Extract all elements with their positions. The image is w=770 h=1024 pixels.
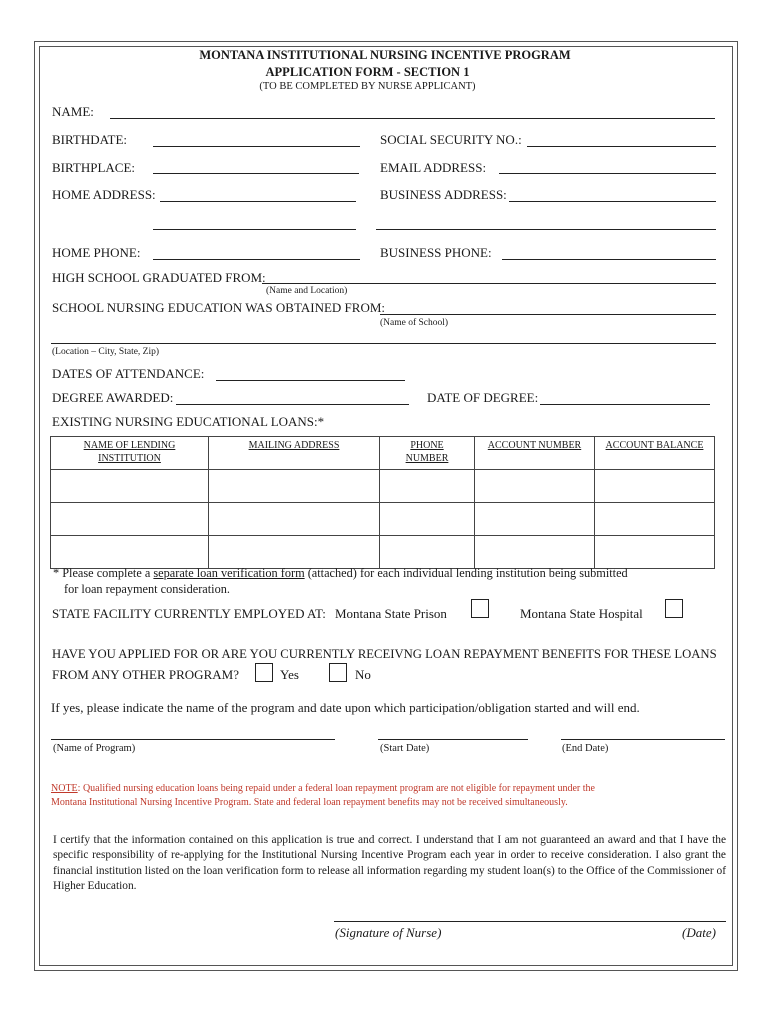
name-field[interactable]	[110, 118, 715, 119]
loans-table-header	[51, 437, 715, 470]
loan-note: * Please complete a separate loan verification form (attached) for each individual lending institution being submitted	[53, 566, 628, 580]
birthdate-label: BIRTHDATE:	[52, 132, 128, 147]
table-cell[interactable]	[475, 536, 595, 569]
if-yes-instruction: If yes, please indicate the name of the program and date upon which participation/obligation started and will end.	[51, 700, 640, 715]
form-title: MONTANA INSTITUTIONAL NURSING INCENTIVE PROGRAM	[199, 48, 571, 62]
date-of-degree-field[interactable]	[540, 404, 710, 405]
certification-text: I certify that the information contained on this application is true and correct. I understand that I am not guaranteed an award and that I have the specific responsibility of re-applying for the Institutional Nursing Incentive Program each year in order to receive consideration. I also grant the financial institution listed on the loan verification form to release all information regarding my student loan(s) to the Office of the Commissioner of Higher Education.	[53, 834, 726, 892]
facility-label: STATE FACILITY CURRENTLY EMPLOYED AT:	[52, 606, 326, 621]
business-address-label: BUSINESS ADDRESS:	[380, 187, 507, 202]
signature-field[interactable]	[334, 921, 726, 922]
table-row	[51, 470, 715, 503]
dates-attendance-label: DATES OF ATTENDANCE:	[52, 366, 205, 381]
table-cell[interactable]	[380, 470, 475, 503]
loan-note-continued: for loan repayment consideration.	[64, 582, 230, 596]
table-cell[interactable]	[209, 536, 380, 569]
home-address-label: HOME ADDRESS:	[52, 187, 156, 202]
degree-awarded-field[interactable]	[176, 404, 409, 405]
table-cell[interactable]	[380, 503, 475, 536]
table-cell[interactable]	[595, 503, 715, 536]
birthplace-label: BIRTHPLACE:	[52, 160, 136, 175]
hospital-checkbox[interactable]	[665, 599, 683, 618]
col-lending-institution: NAME OF LENDING INSTITUTION	[51, 437, 209, 470]
yes-label: Yes	[280, 667, 299, 682]
business-address-field-2[interactable]	[376, 229, 716, 230]
location-hint: (Location – City, State, Zip)	[52, 347, 160, 357]
table-cell[interactable]	[51, 503, 209, 536]
program-name-hint: (Name of Program)	[53, 743, 136, 754]
federal-loan-note: NOTE: Qualified nursing education loans being repaid under a federal loan repayment program are not eligible for repayment under the Montana Institutional Nursing Incentive Program. State and federal loan repayment benefits may not be received simultaneously.	[51, 783, 595, 808]
date-label: (Date)	[682, 925, 716, 940]
date-of-degree-label: DATE OF DEGREE:	[427, 390, 539, 405]
table-row	[51, 536, 715, 569]
no-label: No	[355, 667, 371, 682]
home-address-field[interactable]	[160, 201, 356, 202]
prison-checkbox[interactable]	[471, 599, 489, 618]
table-cell[interactable]	[51, 536, 209, 569]
ssn-label: SOCIAL SECURITY NO.:	[380, 132, 522, 147]
col-account-number: ACCOUNT NUMBER	[475, 437, 595, 470]
facility-prison-label: Montana State Prison	[335, 606, 447, 621]
business-phone-field[interactable]	[502, 259, 716, 260]
name-label: NAME:	[52, 104, 94, 119]
start-date-hint: (Start Date)	[380, 743, 430, 754]
nursing-school-label: SCHOOL NURSING EDUCATION WAS OBTAINED FROM:	[52, 300, 386, 315]
dates-attendance-field[interactable]	[216, 380, 405, 381]
home-address-field-2[interactable]	[153, 229, 356, 230]
home-phone-field[interactable]	[153, 259, 360, 260]
end-date-hint: (End Date)	[562, 743, 609, 754]
high-school-label: HIGH SCHOOL GRADUATED FROM:	[52, 270, 266, 285]
end-date-field[interactable]	[561, 739, 725, 740]
degree-awarded-label: DEGREE AWARDED:	[52, 390, 174, 405]
program-name-field[interactable]	[51, 739, 335, 740]
nursing-school-hint: (Name of School)	[380, 318, 449, 328]
col-phone-number: PHONE NUMBER	[380, 437, 475, 470]
table-cell[interactable]	[595, 470, 715, 503]
home-phone-label: HOME PHONE:	[52, 245, 141, 260]
nursing-school-location-field[interactable]	[51, 343, 716, 344]
high-school-hint: (Name and Location)	[266, 286, 348, 296]
ssn-field[interactable]	[527, 146, 716, 147]
signature-label: (Signature of Nurse)	[335, 925, 442, 940]
loan-verification-link[interactable]: separate loan verification form	[153, 566, 305, 580]
table-row	[51, 503, 715, 536]
high-school-field[interactable]	[262, 283, 716, 284]
birthdate-field[interactable]	[153, 146, 360, 147]
business-phone-label: BUSINESS PHONE:	[380, 245, 492, 260]
yes-checkbox[interactable]	[255, 663, 273, 682]
loans-table	[50, 436, 715, 569]
email-field[interactable]	[499, 173, 716, 174]
table-cell[interactable]	[209, 503, 380, 536]
form-subtitle: APPLICATION FORM - SECTION 1	[265, 65, 470, 79]
business-address-field[interactable]	[509, 201, 716, 202]
other-program-question: HAVE YOU APPLIED FOR OR ARE YOU CURRENTLY RECEIVNG LOAN REPAYMENT BENEFITS FOR THESE LOANS	[52, 647, 717, 661]
facility-hospital-label: Montana State Hospital	[520, 606, 643, 621]
birthplace-field[interactable]	[153, 173, 359, 174]
table-cell[interactable]	[380, 536, 475, 569]
table-cell[interactable]	[475, 503, 595, 536]
table-cell[interactable]	[51, 470, 209, 503]
form-instruction: (TO BE COMPLETED BY NURSE APPLICANT)	[259, 81, 476, 92]
table-cell[interactable]	[595, 536, 715, 569]
no-checkbox[interactable]	[329, 663, 347, 682]
note-label: NOTE	[51, 783, 78, 794]
start-date-field[interactable]	[378, 739, 528, 740]
col-account-balance: ACCOUNT BALANCE	[595, 437, 715, 470]
other-program-question-2: FROM ANY OTHER PROGRAM?	[52, 667, 239, 682]
table-cell[interactable]	[209, 470, 380, 503]
existing-loans-label: EXISTING NURSING EDUCATIONAL LOANS:*	[52, 414, 325, 429]
table-cell[interactable]	[475, 470, 595, 503]
col-mailing-address: MAILING ADDRESS	[209, 437, 380, 470]
email-label: EMAIL ADDRESS:	[380, 160, 487, 175]
nursing-school-field[interactable]	[380, 314, 716, 315]
